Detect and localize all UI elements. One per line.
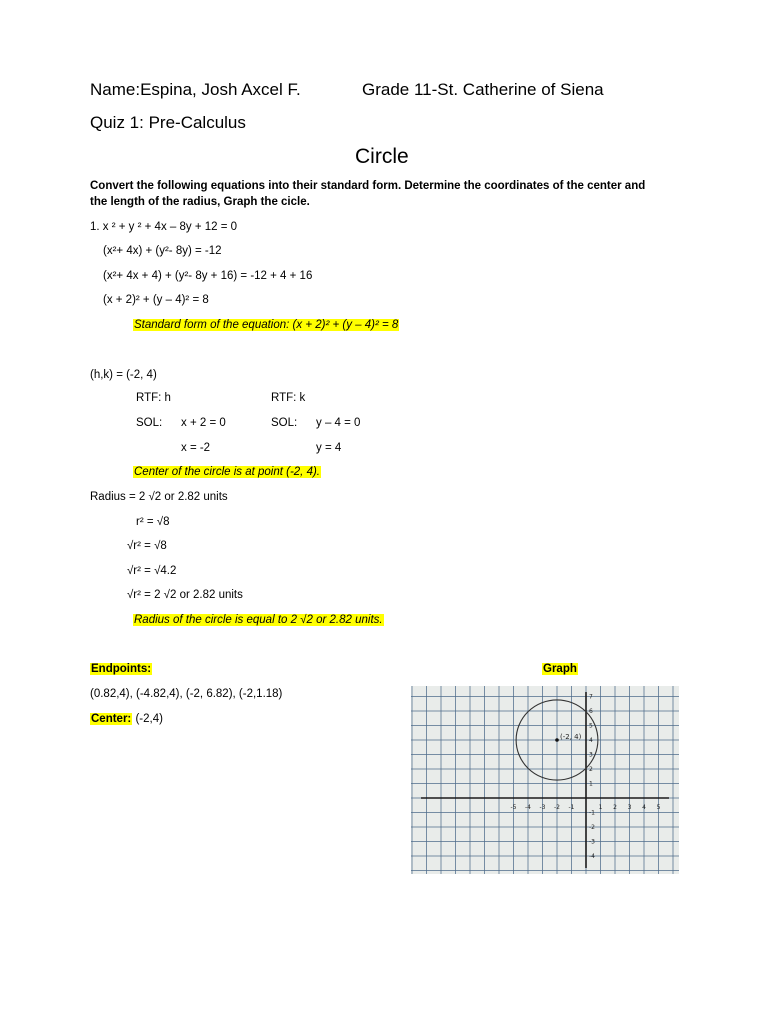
radius-statement: Radius of the circle is equal to 2 √2 or 2.82 units. <box>134 614 383 626</box>
x-tick-label: -2 <box>554 804 560 811</box>
sol-h-1: x + 2 = 0 <box>181 417 226 429</box>
x-tick-label: 5 <box>656 804 661 811</box>
y-tick-label: -3 <box>589 838 595 846</box>
sol-label-h: SOL: <box>136 417 163 429</box>
step-2: (x²+ 4x + 4) + (y²- 8y + 16) = -12 + 4 + 16 <box>103 270 313 282</box>
y-tick-label: 1 <box>589 780 593 788</box>
equation: 1. x ² + y ² + 4x – 8y + 12 = 0 <box>90 221 238 233</box>
y-tick-label: 5 <box>589 722 593 730</box>
x-tick-label: 3 <box>627 804 632 811</box>
center-statement: Center of the circle is at point (-2, 4). <box>134 466 320 478</box>
y-tick-label: -1 <box>589 809 595 817</box>
x-tick-label: -1 <box>568 804 575 811</box>
sol-h-2: x = -2 <box>181 442 211 454</box>
endpoints-label: Endpoints: <box>91 663 152 675</box>
x-tick-label: -5 <box>510 804 517 811</box>
quiz-title: Quiz 1: Pre-Calculus <box>90 113 246 132</box>
center-point <box>555 738 559 742</box>
sol-k-2: y = 4 <box>316 442 342 454</box>
y-tick-label: -2 <box>589 824 595 831</box>
x-tick-label: -3 <box>539 804 546 811</box>
y-tick-label: 6 <box>589 708 593 715</box>
sol-label-k: SOL: <box>271 417 298 429</box>
graph-label: Graph <box>543 663 577 675</box>
radius-step-2: √r² = √8 <box>127 540 167 552</box>
radius-step-1: r² = √8 <box>136 516 170 528</box>
y-tick-label: 7 <box>589 693 593 701</box>
center-point-label: (-2, 4) <box>560 733 582 741</box>
radius-step-4: √r² = 2 √2 or 2.82 units <box>127 589 243 601</box>
rtf-h: RTF: h <box>136 392 171 404</box>
center-value: (-2,4) <box>135 713 163 725</box>
radius-line: Radius = 2 √2 or 2.82 units <box>90 491 228 503</box>
step-3: (x + 2)² + (y – 4)² = 8 <box>103 294 209 306</box>
sol-k-1: y – 4 = 0 <box>316 417 361 429</box>
x-tick-label: 2 <box>613 804 617 811</box>
x-tick-label: -4 <box>525 804 531 811</box>
instructions-line-2: the length of the radius, Graph the cicle. <box>90 196 310 208</box>
graph-photo <box>411 686 679 874</box>
x-tick-label: 1 <box>598 804 603 811</box>
y-tick-label: 2 <box>589 766 593 773</box>
y-tick-label: 4 <box>589 737 593 744</box>
instructions-line-1: Convert the following equations into their standard form. Determine the coordinates of the center and <box>90 180 646 192</box>
step-1: (x²+ 4x) + (y²- 8y) = -12 <box>103 245 222 257</box>
page-title: Circle <box>355 145 409 168</box>
endpoints-values: (0.82,4), (-4.82,4), (-2, 6.82), (-2,1.18) <box>90 688 283 700</box>
y-tick-label: 3 <box>589 751 593 759</box>
student-name: Name:Espina, Josh Axcel F. <box>90 80 301 99</box>
radius-step-3: √r² = √4.2 <box>127 565 177 577</box>
hk-line: (h,k) = (-2, 4) <box>90 369 157 381</box>
x-tick-label: 4 <box>642 804 646 811</box>
standard-form-statement: Standard form of the equation: (x + 2)² + (y – 4)² = 8 <box>134 319 399 331</box>
center-label: Center: <box>91 713 132 725</box>
rtf-k: RTF: k <box>271 392 306 404</box>
graph-svg <box>411 686 679 874</box>
y-tick-label: -4 <box>589 853 595 860</box>
student-grade: Grade 11-St. Catherine of Siena <box>362 80 604 99</box>
